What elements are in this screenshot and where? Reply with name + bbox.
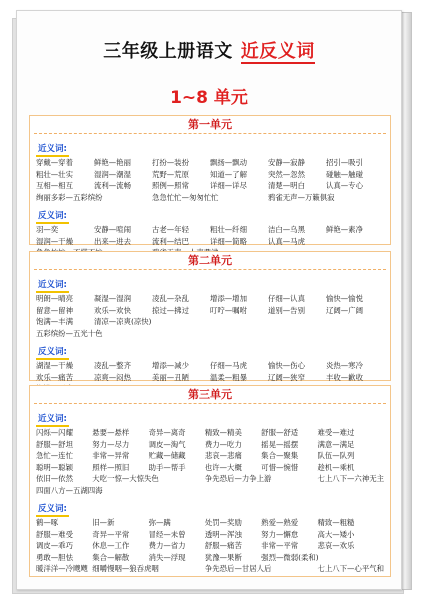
section-header <box>30 203 390 224</box>
word-pair: 愉快—伤心 <box>268 361 305 370</box>
unit-title: 第二单元 <box>188 254 232 267</box>
title-highlight: 近反义词 <box>240 41 315 62</box>
word-pair: 凝湿—湿润 <box>94 294 131 303</box>
section-header <box>30 339 390 360</box>
word-pair: 大吃一惊—大惊失色 <box>92 474 159 483</box>
word-pair: 湿润—干燥 <box>36 236 73 246</box>
word-pair: 悲哀—欢乐 <box>317 541 355 550</box>
word-pair: 精致—精美 <box>204 428 242 437</box>
word-pair: 仔细—认真 <box>268 294 305 303</box>
word-pair: 招引—吸引 <box>326 158 363 167</box>
word-pair: 粗壮—纤细 <box>210 225 247 234</box>
word-pair: 熟爱—熟爱 <box>261 518 299 527</box>
word-pair: 弥—蹒 <box>148 518 171 527</box>
word-pair: 舒服—痛苦 <box>204 541 242 550</box>
word-pair: 冒经—未曾 <box>148 529 186 539</box>
unit-box-2 <box>29 251 391 381</box>
word-pair: 闪烁—闪耀 <box>36 428 73 437</box>
word-pair: 细嚼慢咽—狼吞虎咽 <box>92 564 159 573</box>
word-pair: 暖洋洋—冷飕飕 <box>36 564 88 573</box>
section-header <box>30 496 390 517</box>
section-header <box>30 272 390 293</box>
word-pair: 可惜—惋惜 <box>261 462 299 472</box>
word-pair: 聪明—聪颖 <box>36 462 73 472</box>
word-pair: 精致—粗糙 <box>317 518 355 527</box>
word-pair: 鹤—啄 <box>36 518 59 527</box>
word-pair: 争先恐后—甘居人后 <box>204 564 272 573</box>
word-pair: 饱满—丰满 <box>36 317 73 326</box>
unit-title: 第一单元 <box>188 118 232 131</box>
word-pair: 七上八下—六神无主 <box>317 474 384 483</box>
word-pair: 洁白—乌黑 <box>268 225 305 234</box>
word-pair: 悲哀—悲痛 <box>204 451 242 460</box>
word-pair: 辽阔—狭窄 <box>268 372 305 382</box>
word-pair: 五彩缤纷—五光十色 <box>36 328 103 338</box>
title-main: 三年级上册语文 <box>103 41 233 62</box>
word-pair: 湖湿—干燥 <box>36 361 73 370</box>
word-pair: 出来—进去 <box>94 236 131 246</box>
word-pair-grid <box>30 427 390 496</box>
word-pair: 欢乐—欢快 <box>94 305 131 315</box>
word-pair: 消失—浮现 <box>148 552 186 562</box>
word-pair: 难受—难过 <box>317 428 355 437</box>
word-pair: 安静—寂静 <box>268 158 305 167</box>
word-pair <box>268 316 326 328</box>
word-pair: 集合—聚集 <box>261 451 299 460</box>
word-pair: 古老—年轻 <box>152 225 189 234</box>
section-label: 反义词: <box>36 211 69 224</box>
section-label: 近义词: <box>36 414 69 427</box>
word-pair: 丰收—歉收 <box>326 372 363 382</box>
word-pair: 辽阔—广阔 <box>326 305 363 315</box>
word-pair: 照样—照旧 <box>92 462 130 472</box>
word-pair: 打扮—装扮 <box>152 158 189 167</box>
section-label: 近义词: <box>36 144 69 157</box>
word-pair: 高大—矮小 <box>317 529 355 539</box>
word-pair: 清楚—明白 <box>268 181 305 190</box>
word-pair: 湿润—潮湿 <box>94 169 131 179</box>
word-pair-grid <box>30 517 390 575</box>
word-pair: 美丽—丑陋 <box>152 372 189 382</box>
word-pair: 努力—懈怠 <box>261 529 299 539</box>
section-label: 反义词: <box>36 504 69 517</box>
word-pair: 流利—流畅 <box>94 181 131 190</box>
word-pair: 非常—异常 <box>92 451 130 460</box>
word-pair: 急急忙忙—匆匆忙忙 <box>152 192 219 202</box>
word-pair: 努力—尽力 <box>92 439 130 449</box>
word-pair: 助手—帮手 <box>148 462 186 472</box>
word-pair: 满意—满足 <box>317 439 355 449</box>
word-pair: 凌乱—杂乱 <box>152 294 189 303</box>
word-pair-grid <box>30 293 390 339</box>
word-pair: 认真—专心 <box>326 181 363 190</box>
word-pair: 鲜艳—艳丽 <box>94 158 131 167</box>
word-pair: 七上八下—心平气和 <box>317 564 384 573</box>
word-pair: 依旧—依然 <box>36 474 73 483</box>
word-pair: 绚丽多彩—五彩缤纷 <box>36 192 103 202</box>
word-pair: 非常—平常 <box>261 541 299 550</box>
word-pair: 勇敢—胆怯 <box>36 552 73 562</box>
word-pair: 舒服—舒坦 <box>36 439 73 449</box>
word-pair: 舒服—舒适 <box>261 428 299 437</box>
word-pair: 费力—省力 <box>148 541 186 550</box>
word-pair: 详细—简略 <box>210 236 247 246</box>
unit-divider <box>34 133 386 134</box>
word-pair: 清凉—凉爽(凉快) <box>94 317 152 326</box>
word-pair: 增添—减少 <box>152 361 189 370</box>
word-pair: 透明—浑浊 <box>204 529 242 539</box>
section-label: 近义词: <box>36 280 69 293</box>
word-pair: 摇晃—摇摆 <box>261 439 299 449</box>
unit-box-1 <box>29 115 391 245</box>
word-pair: 增添—增加 <box>210 294 247 303</box>
document-page <box>16 10 402 590</box>
word-pair: 粗壮—壮实 <box>36 169 73 179</box>
word-pair: 流利—结巴 <box>152 236 189 246</box>
word-pair: 互相—相互 <box>36 181 73 190</box>
word-pair-grid <box>30 157 390 203</box>
word-pair: 荒野—荒原 <box>152 169 189 179</box>
word-pair: 愉快—愉悦 <box>326 294 363 303</box>
word-pair: 也许—大概 <box>204 462 242 472</box>
word-pair: 趁机—乘机 <box>317 462 355 472</box>
word-pair <box>210 316 268 328</box>
page-subtitle: 1~8 单元 <box>170 88 248 108</box>
page-title <box>17 37 401 63</box>
unit-divider <box>34 403 386 404</box>
word-pair <box>326 316 384 328</box>
word-pair: 认真—马虎 <box>268 236 305 246</box>
word-pair: 仔细—马虎 <box>210 361 247 370</box>
word-pair: 奇异—平常 <box>92 529 130 539</box>
section-label: 反义词: <box>36 347 69 360</box>
word-pair <box>326 236 384 248</box>
word-pair: 明朗—晴亮 <box>36 294 73 303</box>
word-pair: 羽—奕 <box>36 225 59 234</box>
word-pair: 奇异—离奇 <box>148 428 186 437</box>
section-header <box>30 136 390 157</box>
word-pair: 叮咛—嘱咐 <box>210 305 247 315</box>
unit-box-3 <box>29 385 391 577</box>
unit-divider <box>34 269 386 270</box>
word-pair: 掠过—拂过 <box>152 305 189 315</box>
word-pair: 照例—照常 <box>152 181 189 190</box>
word-pair: 飘扬—飘动 <box>210 158 247 167</box>
word-pair: 凉爽—闷热 <box>94 372 131 382</box>
word-pair: 费力—吃力 <box>204 439 242 449</box>
word-pair: 贮藏—储藏 <box>148 451 186 460</box>
word-pair: 旧—新 <box>92 518 115 527</box>
word-pair: 炎热—寒冷 <box>326 361 363 370</box>
word-pair: 休息—工作 <box>92 541 130 550</box>
word-pair: 舒服—难受 <box>36 529 73 539</box>
word-pair: 详细—详尽 <box>210 181 247 190</box>
word-pair: 犹豫—果断 <box>204 552 242 562</box>
word-pair: 强烈—微弱(柔和) <box>261 552 319 562</box>
word-pair: 凌乱—整齐 <box>94 361 131 370</box>
word-pair: 悬要—悬样 <box>92 428 130 437</box>
word-pair: 处罚—奖励 <box>204 518 242 527</box>
word-pair: 鲜艳—素净 <box>326 225 363 234</box>
word-pair: 调皮—淘气 <box>148 439 186 449</box>
word-pair: 鸦雀无声—万籁俱寂 <box>268 192 335 202</box>
word-pair: 欢乐—痛苦 <box>36 372 73 382</box>
word-pair: 穿戴—穿着 <box>36 158 73 167</box>
word-pair: 碰触—触碰 <box>326 169 363 179</box>
word-pair: 安静—喧闹 <box>94 225 131 234</box>
word-pair: 调皮—乖巧 <box>36 541 73 550</box>
word-pair: 突然—忽然 <box>268 169 305 179</box>
word-pair: 知道—了解 <box>210 169 247 179</box>
word-pair: 集合—解散 <box>92 552 130 562</box>
unit-title: 第三单元 <box>188 388 232 401</box>
word-pair: 队伍—队列 <box>317 451 355 460</box>
word-pair: 道别—告别 <box>268 305 305 315</box>
word-pair: 四面八方—五湖四海 <box>36 485 103 495</box>
word-pair: 温柔—粗暴 <box>210 372 247 382</box>
section-header <box>30 406 390 427</box>
word-pair: 争先恐后—力争上游 <box>204 474 272 483</box>
word-pair: 急忙—连忙 <box>36 451 73 460</box>
word-pair: 留意—留神 <box>36 305 73 315</box>
